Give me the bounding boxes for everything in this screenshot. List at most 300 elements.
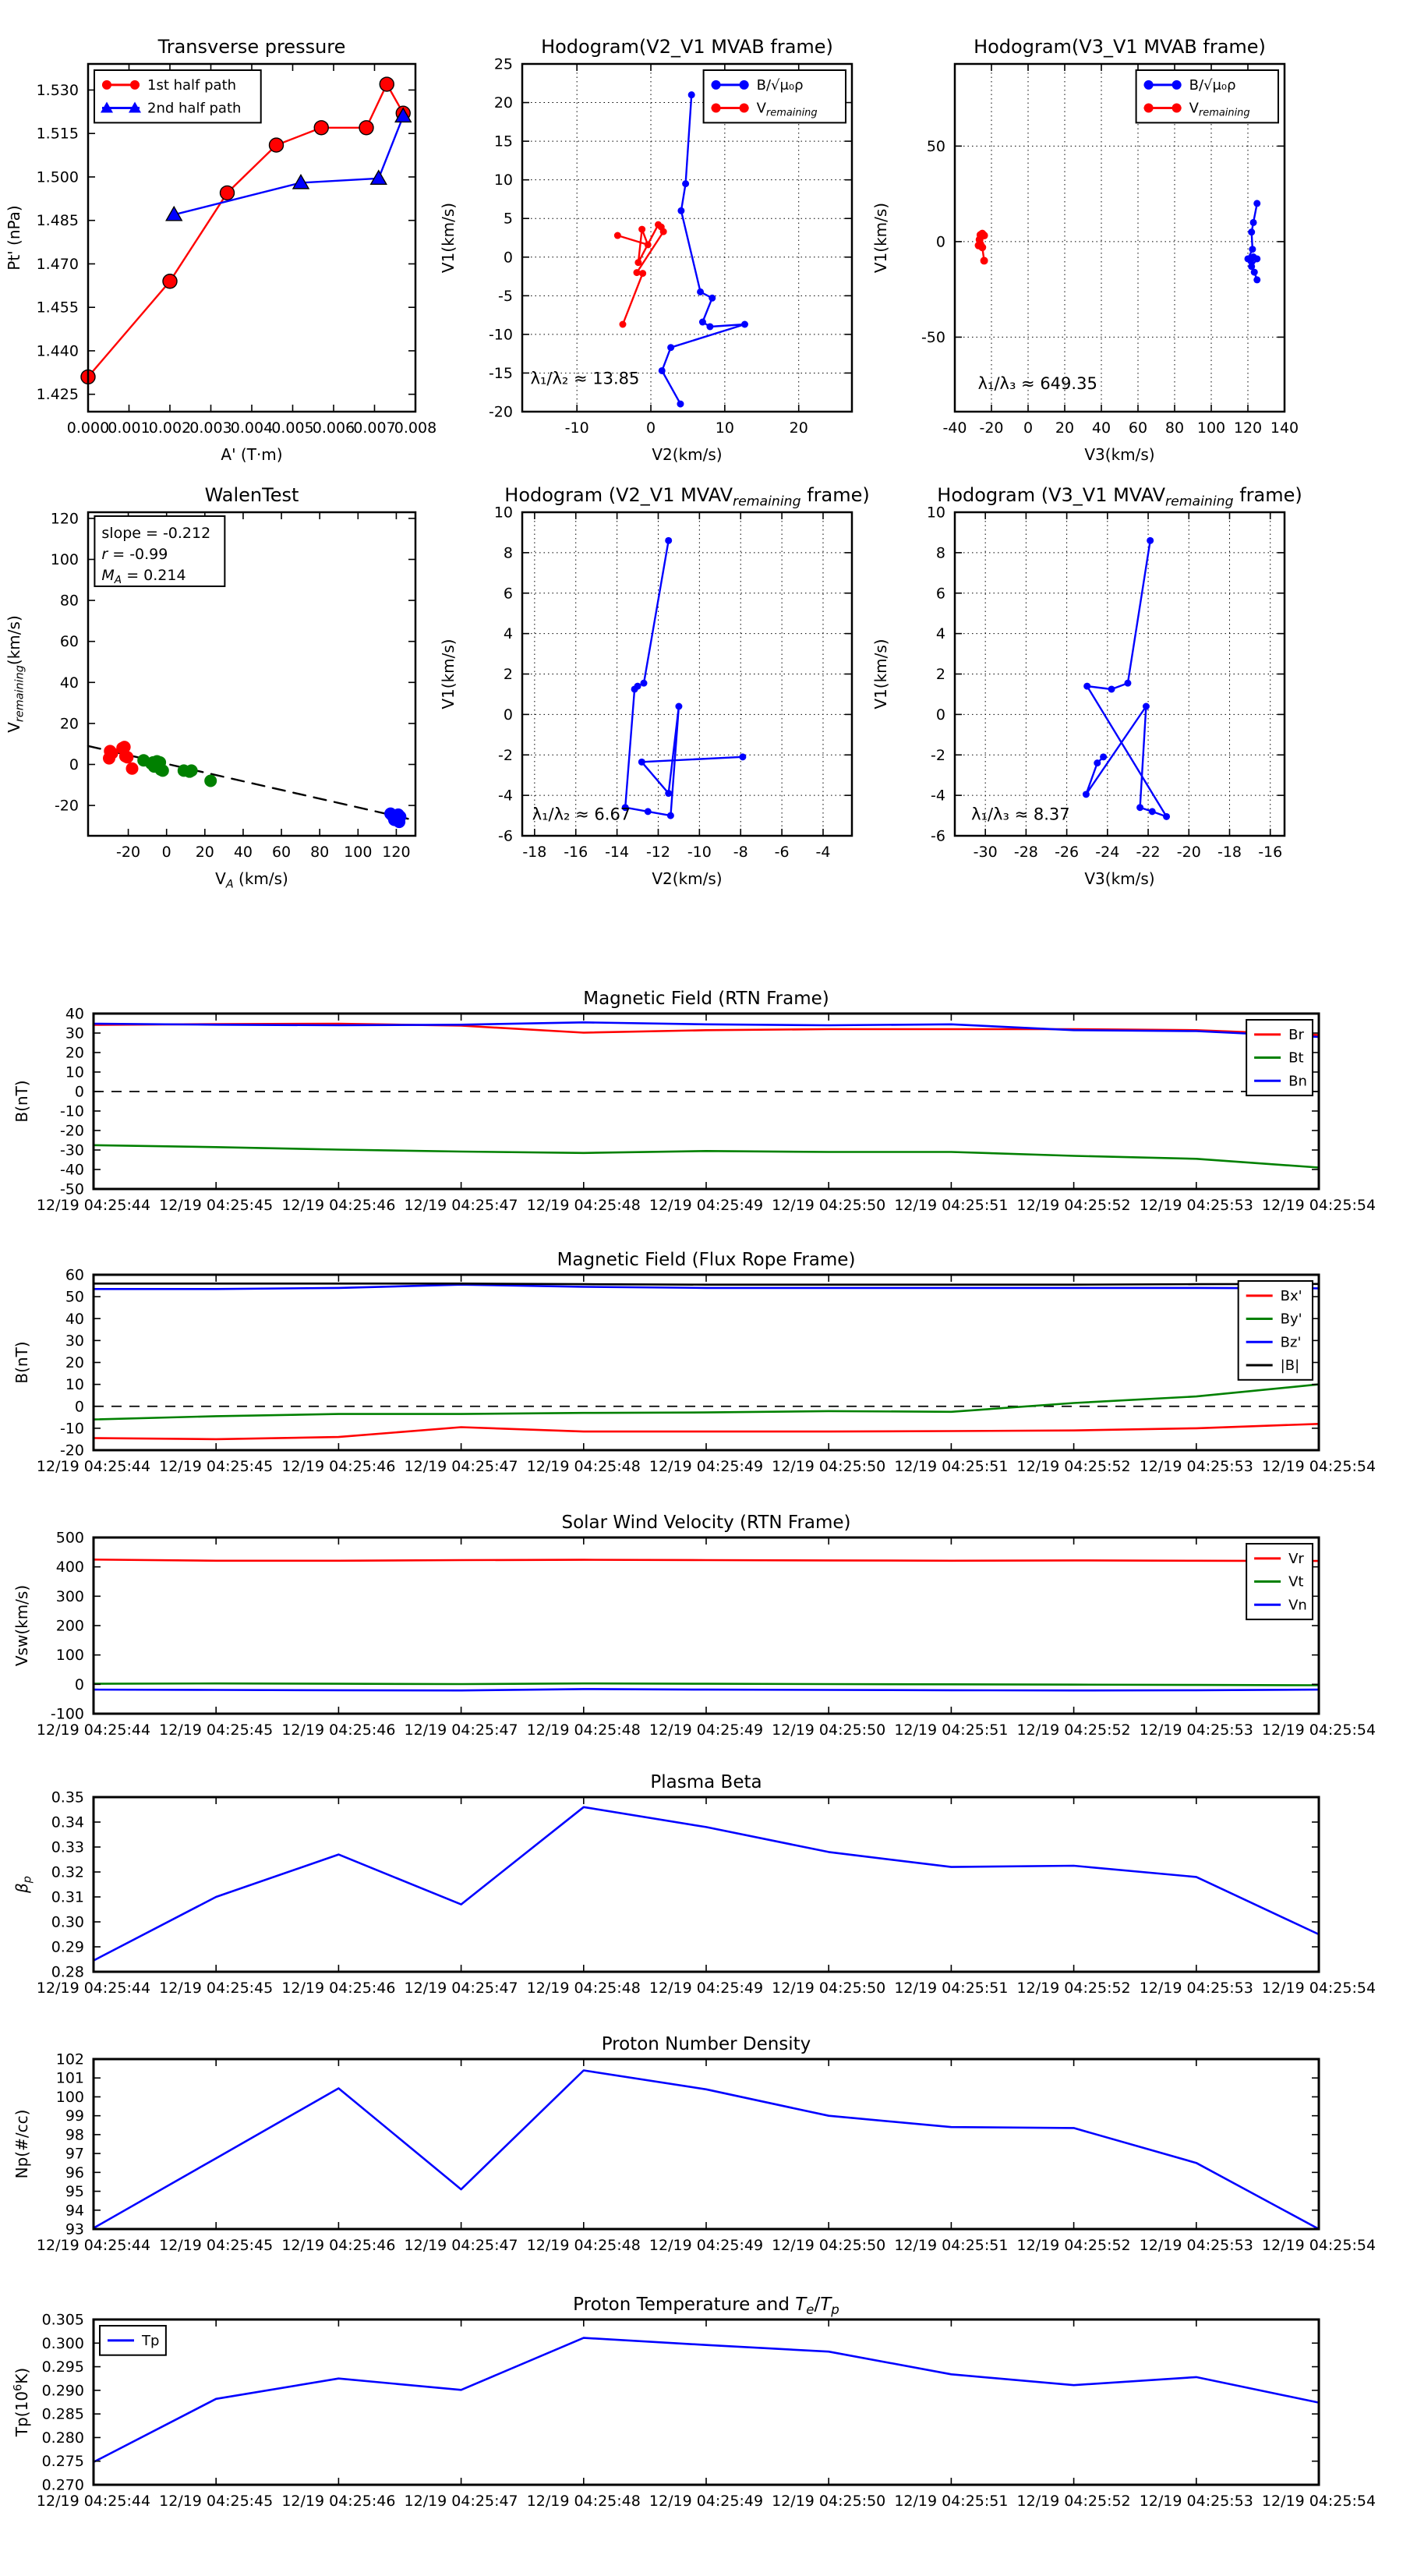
svg-text:12/19 04:25:54: 12/19 04:25:54 xyxy=(1261,2493,1376,2510)
svg-text:12/19 04:25:49: 12/19 04:25:49 xyxy=(648,2237,764,2254)
svg-text:Magnetic Field (RTN Frame): Magnetic Field (RTN Frame) xyxy=(583,989,829,1009)
svg-text:V1(km/s): V1(km/s) xyxy=(871,202,890,274)
svg-text:Bx': Bx' xyxy=(1280,1287,1302,1304)
svg-text:1.470: 1.470 xyxy=(36,255,79,273)
svg-text:80: 80 xyxy=(59,592,79,610)
svg-text:40: 40 xyxy=(1091,419,1111,437)
svg-text:Tp(106K): $Tp(10^6K)$ xyxy=(12,2367,31,2437)
svg-text:-15: -15 xyxy=(488,364,513,382)
transverse-pressure-legend xyxy=(94,70,261,122)
svg-text:12/19 04:25:44: 12/19 04:25:44 xyxy=(36,2493,151,2510)
svg-text:12/19 04:25:46: 12/19 04:25:46 xyxy=(281,1980,396,1997)
svg-text:10: 10 xyxy=(715,419,734,437)
svg-text:12/19 04:25:47: 12/19 04:25:47 xyxy=(404,1980,518,1997)
proton-temp-legend xyxy=(100,2326,166,2355)
svg-text:0.33: 0.33 xyxy=(51,1838,84,1856)
svg-text:12/19 04:25:50: 12/19 04:25:50 xyxy=(772,1721,886,1739)
svg-text:20: 20 xyxy=(59,715,79,733)
walen-test-stats-box xyxy=(94,516,224,586)
svg-text:-18: -18 xyxy=(522,844,547,861)
svg-text:-5: -5 xyxy=(498,287,513,305)
svg-text:12/19 04:25:44: 12/19 04:25:44 xyxy=(36,1721,151,1739)
svg-text:12/19 04:25:52: 12/19 04:25:52 xyxy=(1016,1721,1131,1739)
svg-text:40: 40 xyxy=(59,674,79,692)
svg-text:100: 100 xyxy=(55,2088,84,2106)
svg-text:0: 0 xyxy=(161,844,171,861)
svg-text:0.290: 0.290 xyxy=(41,2382,84,2400)
svg-text:12/19 04:25:53: 12/19 04:25:53 xyxy=(1139,2237,1253,2254)
svg-text:-16: -16 xyxy=(1258,844,1283,861)
svg-text:12/19 04:25:48: 12/19 04:25:48 xyxy=(526,1197,641,1214)
svg-text:12/19 04:25:48: 12/19 04:25:48 xyxy=(526,1980,641,1997)
svg-text:-14: -14 xyxy=(605,844,630,861)
svg-text:2nd half path: 2nd half path xyxy=(147,100,242,117)
svg-text:30: 30 xyxy=(65,1332,84,1350)
svg-text:12/19 04:25:54: 12/19 04:25:54 xyxy=(1261,1721,1376,1739)
svg-text:12/19 04:25:46: 12/19 04:25:46 xyxy=(281,2493,396,2510)
svg-text:60: 60 xyxy=(271,844,292,861)
svg-text:-10: -10 xyxy=(564,419,589,437)
svg-text:-50: -50 xyxy=(921,328,945,346)
svg-text:12/19 04:25:50: 12/19 04:25:50 xyxy=(772,1197,886,1214)
svg-text:102: 102 xyxy=(55,2051,84,2068)
svg-text:-20: -20 xyxy=(979,419,1004,437)
svg-text:Transverse pressure: Transverse pressure xyxy=(157,36,346,58)
svg-text:60: 60 xyxy=(59,633,79,651)
svg-text:Plasma Beta: Plasma Beta xyxy=(650,1772,762,1792)
hodogram-v3v1-mvav-series-v-hodogram xyxy=(1083,537,1170,820)
svg-text:20: 20 xyxy=(493,94,513,112)
svg-text:0.001: 0.001 xyxy=(108,419,150,437)
svg-text:0.31: 0.31 xyxy=(51,1888,84,1906)
svg-text:30: 30 xyxy=(65,1024,84,1042)
svg-text:-50: -50 xyxy=(59,1180,84,1198)
svg-text:0.32: 0.32 xyxy=(51,1863,84,1881)
svg-text:40: 40 xyxy=(233,844,253,861)
svg-text:12/19 04:25:51: 12/19 04:25:51 xyxy=(894,2237,1009,2254)
svg-text:0.285: 0.285 xyxy=(41,2405,84,2423)
svg-text:Hodogram (V3_V1 MVAVremaining: Hodogram (V3_V1 $MVAV_{remaining}$ frame) xyxy=(937,484,1302,510)
svg-text:λ₁/λ₂ ≈ 6.67: λ₁/λ₂ ≈ 6.67 xyxy=(532,805,631,824)
hodogram-v2v1-mvav-panel xyxy=(439,484,870,888)
svg-text:Proton Number Density: Proton Number Density xyxy=(601,2034,811,2054)
svg-text:-30: -30 xyxy=(973,844,998,861)
svg-text:-10: -10 xyxy=(59,1102,84,1120)
svg-text:12/19 04:25:51: 12/19 04:25:51 xyxy=(894,1458,1009,1475)
svg-text:94: 94 xyxy=(65,2202,84,2220)
svg-text:-6: -6 xyxy=(931,827,945,845)
svg-text:40: 40 xyxy=(65,1005,84,1023)
svg-text:100: 100 xyxy=(55,1647,84,1665)
svg-text:12/19 04:25:53: 12/19 04:25:53 xyxy=(1139,2493,1253,2510)
svg-text:97: 97 xyxy=(65,2145,84,2163)
svg-text:0.280: 0.280 xyxy=(41,2429,84,2447)
hodogram-v3v1-mvab-legend xyxy=(1136,70,1278,122)
svg-text:60: 60 xyxy=(65,1266,84,1284)
svg-text:12/19 04:25:44: 12/19 04:25:44 xyxy=(36,1980,151,1997)
svg-text:12/19 04:25:47: 12/19 04:25:47 xyxy=(404,1197,518,1214)
svg-text:V3(km/s): V3(km/s) xyxy=(1084,869,1155,888)
svg-text:10: 10 xyxy=(926,504,945,522)
svg-text:slope = -0.212: slope = -0.212 xyxy=(101,524,211,542)
svg-text:100: 100 xyxy=(344,844,373,861)
svg-text:0: 0 xyxy=(74,1675,84,1693)
svg-text:-24: -24 xyxy=(1095,844,1120,861)
svg-text:12/19 04:25:53: 12/19 04:25:53 xyxy=(1139,1980,1253,1997)
walen-test-series-first-points xyxy=(103,741,138,775)
svg-text:12/19 04:25:46: 12/19 04:25:46 xyxy=(281,1458,396,1475)
svg-text:-4: -4 xyxy=(931,787,945,805)
svg-text:12/19 04:25:50: 12/19 04:25:50 xyxy=(772,1458,886,1475)
svg-text:12/19 04:25:45: 12/19 04:25:45 xyxy=(159,1458,274,1475)
svg-text:-28: -28 xyxy=(1013,844,1038,861)
svg-text:0: 0 xyxy=(935,233,945,251)
svg-text:60: 60 xyxy=(1128,419,1148,437)
svg-text:400: 400 xyxy=(55,1559,84,1576)
svg-text:12/19 04:25:45: 12/19 04:25:45 xyxy=(159,2237,274,2254)
svg-text:96: 96 xyxy=(65,2164,84,2181)
svg-text:1.425: 1.425 xyxy=(36,386,79,404)
svg-text:Bt: Bt xyxy=(1288,1049,1304,1067)
svg-text:-40: -40 xyxy=(942,419,967,437)
svg-text:Proton Temperature and Te/Tp: Proton Temperature and $T_e/T_p$ xyxy=(573,2295,839,2318)
svg-text:-6: -6 xyxy=(774,844,790,861)
mag-fluxrope-series-bx- xyxy=(94,1424,1319,1439)
svg-text:1.530: 1.530 xyxy=(36,81,79,99)
svg-text:0.270: 0.270 xyxy=(41,2476,84,2494)
svg-text:-12: -12 xyxy=(645,844,671,861)
svg-text:-20: -20 xyxy=(488,403,513,421)
svg-text:12/19 04:25:46: 12/19 04:25:46 xyxy=(281,2237,396,2254)
svg-text:95: 95 xyxy=(65,2183,84,2201)
walen-test-panel xyxy=(5,484,415,890)
svg-text:100: 100 xyxy=(50,550,79,568)
hodogram-v2v1-mvav-series-v-hodogram xyxy=(622,537,747,819)
svg-text:12/19 04:25:49: 12/19 04:25:49 xyxy=(648,1980,764,1997)
svg-text:0.34: 0.34 xyxy=(51,1813,84,1831)
svg-text:20: 20 xyxy=(65,1044,84,1062)
mag-rtn-legend xyxy=(1246,1020,1313,1095)
plasma-beta-series-beta-p xyxy=(94,1807,1319,1961)
svg-text:12/19 04:25:45: 12/19 04:25:45 xyxy=(159,1721,274,1739)
svg-text:-10: -10 xyxy=(59,1420,84,1438)
svg-text:10: 10 xyxy=(65,1376,84,1394)
svg-text:20: 20 xyxy=(195,844,214,861)
hodogram-v2v1-mvab-panel xyxy=(439,36,852,464)
svg-text:Vn: Vn xyxy=(1288,1597,1307,1614)
walen-test-series-walen-fit xyxy=(88,746,415,821)
svg-text:12/19 04:25:53: 12/19 04:25:53 xyxy=(1139,1458,1253,1475)
svg-text:Hodogram(V3_V1 MVAB frame): Hodogram(V3_V1 MVAB frame) xyxy=(974,36,1266,58)
svg-text:B(nT): B(nT) xyxy=(12,1080,31,1123)
svg-text:-100: -100 xyxy=(50,1705,84,1723)
svg-text:12/19 04:25:52: 12/19 04:25:52 xyxy=(1016,1197,1131,1214)
svg-text:50: 50 xyxy=(926,137,945,155)
svg-text:-20: -20 xyxy=(54,797,79,815)
svg-text:-20: -20 xyxy=(59,1122,84,1140)
svg-text:WalenTest: WalenTest xyxy=(204,484,299,506)
svg-text:A' (T·m): A' (T·m) xyxy=(221,445,283,464)
vsw-rtn-series-vt xyxy=(94,1683,1319,1685)
svg-text:12/19 04:25:50: 12/19 04:25:50 xyxy=(772,1980,886,1997)
svg-text:12/19 04:25:47: 12/19 04:25:47 xyxy=(404,2493,518,2510)
svg-text:-10: -10 xyxy=(687,844,712,861)
svg-text:0.002: 0.002 xyxy=(148,419,192,437)
svg-text:12/19 04:25:50: 12/19 04:25:50 xyxy=(772,2237,886,2254)
svg-text:12/19 04:25:45: 12/19 04:25:45 xyxy=(159,1980,274,1997)
svg-text:120: 120 xyxy=(1233,419,1263,437)
svg-text:300: 300 xyxy=(55,1587,84,1605)
svg-text:λ₁/λ₃ ≈ 649.35: λ₁/λ₃ ≈ 649.35 xyxy=(977,374,1097,394)
svg-text:93: 93 xyxy=(65,2220,84,2238)
svg-text:25: 25 xyxy=(493,55,513,73)
svg-text:12/19 04:25:44: 12/19 04:25:44 xyxy=(36,2237,151,2254)
svg-text:-20: -20 xyxy=(1176,844,1201,861)
svg-text:10: 10 xyxy=(493,504,513,522)
svg-text:|B|: |B| xyxy=(1280,1357,1300,1374)
vsw-rtn-series-vn xyxy=(94,1689,1319,1690)
svg-text:VA (km/s): $V_A$ (km/s) xyxy=(215,869,288,891)
svg-text:12/19 04:25:54: 12/19 04:25:54 xyxy=(1261,1458,1376,1475)
svg-text:12/19 04:25:47: 12/19 04:25:47 xyxy=(404,2237,518,2254)
svg-text:50: 50 xyxy=(65,1288,84,1306)
svg-text:12/19 04:25:54: 12/19 04:25:54 xyxy=(1261,2237,1376,2254)
svg-text:1.485: 1.485 xyxy=(36,212,79,230)
svg-text:12/19 04:25:52: 12/19 04:25:52 xyxy=(1016,2493,1131,2510)
svg-text:V2(km/s): V2(km/s) xyxy=(652,445,723,464)
svg-text:Vr: Vr xyxy=(1288,1550,1304,1567)
svg-text:V2(km/s): V2(km/s) xyxy=(652,869,723,888)
svg-text:0.300: 0.300 xyxy=(41,2334,84,2352)
svg-text:0.35: 0.35 xyxy=(51,1789,84,1806)
svg-text:-20: -20 xyxy=(116,844,141,861)
svg-text:-2: -2 xyxy=(498,746,513,764)
svg-text:12/19 04:25:44: 12/19 04:25:44 xyxy=(36,1458,151,1475)
svg-text:λ₁/λ₃ ≈ 8.37: λ₁/λ₃ ≈ 8.37 xyxy=(971,805,1070,824)
mag-rtn-panel xyxy=(12,989,1376,1214)
svg-text:0: 0 xyxy=(645,419,656,437)
svg-text:V1(km/s): V1(km/s) xyxy=(439,202,458,274)
svg-text:By': By' xyxy=(1280,1311,1302,1328)
svg-text:6: 6 xyxy=(935,585,945,603)
svg-text:12/19 04:25:49: 12/19 04:25:49 xyxy=(648,2493,764,2510)
svg-text:120: 120 xyxy=(382,844,411,861)
svg-text:99: 99 xyxy=(65,2107,84,2125)
svg-text:-18: -18 xyxy=(1217,844,1242,861)
svg-text:12/19 04:25:51: 12/19 04:25:51 xyxy=(894,1721,1009,1739)
svg-text:B/√μ₀ρ: B/√μ₀ρ xyxy=(756,76,804,94)
svg-text:0.275: 0.275 xyxy=(41,2453,84,2471)
svg-text:V1(km/s): V1(km/s) xyxy=(871,639,890,709)
svg-text:12/19 04:25:49: 12/19 04:25:49 xyxy=(648,1197,764,1214)
svg-text:Vremaining: $V_{remaining}$ xyxy=(1189,100,1250,119)
svg-text:Bz': Bz' xyxy=(1280,1334,1302,1351)
svg-text:2: 2 xyxy=(503,666,513,683)
svg-text:-2: -2 xyxy=(931,746,945,764)
svg-text:-6: -6 xyxy=(498,827,513,845)
svg-text:λ₁/λ₂ ≈ 13.85: λ₁/λ₂ ≈ 13.85 xyxy=(530,369,640,388)
transverse-pressure-panel xyxy=(5,36,436,464)
hodogram-v2v1-mvab-series-b-over-sqrt-mu0-rho xyxy=(659,91,748,407)
svg-text:100: 100 xyxy=(1196,419,1226,437)
svg-text:0.000: 0.000 xyxy=(66,419,110,437)
proton-density-series-np xyxy=(94,2071,1319,2230)
svg-text:-4: -4 xyxy=(815,844,831,861)
svg-text:12/19 04:25:54: 12/19 04:25:54 xyxy=(1261,1980,1376,1997)
hodogram-v3v1-mvab-series-v-remaining xyxy=(975,230,988,265)
svg-text:Vsw(km/s): Vsw(km/s) xyxy=(12,1584,31,1667)
svg-text:Vremaining: $V_{remaining}$ xyxy=(756,100,818,119)
svg-text:0.003: 0.003 xyxy=(189,419,232,437)
svg-text:Solar Wind Velocity (RTN Frame: Solar Wind Velocity (RTN Frame) xyxy=(561,1513,851,1533)
svg-text:0.005: 0.005 xyxy=(271,419,314,437)
svg-text:2: 2 xyxy=(935,666,945,683)
mag-fluxrope-series-by- xyxy=(94,1385,1319,1420)
svg-text:B(nT): B(nT) xyxy=(12,1341,31,1384)
svg-text:0: 0 xyxy=(935,706,945,724)
hodogram-v2v1-mvab-series-v-remaining xyxy=(614,221,667,328)
svg-text:12/19 04:25:44: 12/19 04:25:44 xyxy=(36,1197,151,1214)
svg-text:4: 4 xyxy=(503,625,513,643)
transverse-pressure-series-2nd-half-path xyxy=(166,108,411,221)
svg-text:12/19 04:25:48: 12/19 04:25:48 xyxy=(526,2493,641,2510)
svg-text:Vt: Vt xyxy=(1288,1573,1304,1591)
svg-text:0.004: 0.004 xyxy=(230,419,274,437)
svg-text:15: 15 xyxy=(493,133,513,150)
svg-text:Magnetic Field (Flux Rope Fram: Magnetic Field (Flux Rope Frame) xyxy=(557,1250,856,1270)
svg-text:1.515: 1.515 xyxy=(36,125,79,143)
svg-text:-8: -8 xyxy=(733,844,748,861)
svg-text:200: 200 xyxy=(55,1617,84,1635)
svg-text:20: 20 xyxy=(1055,419,1075,437)
vsw-rtn-panel xyxy=(12,1513,1376,1739)
svg-text:12/19 04:25:51: 12/19 04:25:51 xyxy=(894,1197,1009,1214)
svg-text:Vremaining(km/s): $V_{remaining}(km/s)$ xyxy=(5,615,27,733)
proton-temp-series-tp xyxy=(94,2338,1319,2462)
svg-text:1.500: 1.500 xyxy=(36,168,79,186)
svg-text:5: 5 xyxy=(503,210,513,228)
svg-text:0.007: 0.007 xyxy=(353,419,396,437)
svg-text:12/19 04:25:46: 12/19 04:25:46 xyxy=(281,1197,396,1214)
svg-text:0: 0 xyxy=(503,249,513,267)
svg-text:12/19 04:25:52: 12/19 04:25:52 xyxy=(1016,1458,1131,1475)
walen-test-series-middle-points xyxy=(137,754,217,787)
svg-text:8: 8 xyxy=(503,544,513,562)
svg-text:0.305: 0.305 xyxy=(41,2311,84,2329)
svg-text:0: 0 xyxy=(69,755,79,773)
svg-text:r = -0.99: r = -0.99 xyxy=(101,545,168,563)
svg-text:Np(#/cc): Np(#/cc) xyxy=(12,2109,31,2179)
svg-text:1.440: 1.440 xyxy=(36,342,79,360)
svg-text:12/19 04:25:47: 12/19 04:25:47 xyxy=(404,1458,518,1475)
svg-text:0.295: 0.295 xyxy=(41,2358,84,2376)
svg-text:12/19 04:25:53: 12/19 04:25:53 xyxy=(1139,1197,1253,1214)
svg-text:V3(km/s): V3(km/s) xyxy=(1084,445,1155,464)
svg-text:12/19 04:25:49: 12/19 04:25:49 xyxy=(648,1721,764,1739)
svg-text:B/√μ₀ρ: B/√μ₀ρ xyxy=(1189,76,1236,94)
vsw-rtn-legend xyxy=(1246,1544,1313,1619)
svg-text:140: 140 xyxy=(1270,419,1299,437)
svg-text:12/19 04:25:50: 12/19 04:25:50 xyxy=(772,2493,886,2510)
svg-text:Hodogram(V2_V1 MVAB frame): Hodogram(V2_V1 MVAB frame) xyxy=(541,36,833,58)
mag-fluxrope-legend xyxy=(1239,1281,1313,1380)
svg-text:12/19 04:25:51: 12/19 04:25:51 xyxy=(894,1980,1009,1997)
svg-text:Pt' (nPa): Pt' (nPa) xyxy=(5,205,23,271)
svg-text:0.006: 0.006 xyxy=(312,419,355,437)
hodogram-v2v1-mvab-legend xyxy=(704,70,846,122)
svg-text:12/19 04:25:54: 12/19 04:25:54 xyxy=(1261,1197,1376,1214)
svg-text:1.455: 1.455 xyxy=(36,299,79,317)
svg-text:98: 98 xyxy=(65,2126,84,2144)
svg-text:12/19 04:25:52: 12/19 04:25:52 xyxy=(1016,2237,1131,2254)
svg-text:0.008: 0.008 xyxy=(394,419,437,437)
walen-test-series-last-points xyxy=(384,808,406,829)
svg-text:-30: -30 xyxy=(59,1141,84,1159)
mag-fluxrope-panel xyxy=(12,1250,1376,1475)
svg-text:V1(km/s): V1(km/s) xyxy=(439,639,458,709)
mag-fluxrope-series--b- xyxy=(94,1283,1319,1284)
proton-density-panel xyxy=(12,2034,1376,2254)
mag-rtn-series-bt xyxy=(94,1145,1319,1168)
svg-text:-16: -16 xyxy=(564,844,588,861)
svg-text:10: 10 xyxy=(65,1063,84,1081)
svg-text:1st half path: 1st half path xyxy=(147,76,237,94)
hodogram-v3v1-mvav-panel xyxy=(871,484,1302,888)
svg-text:Tp: Tp xyxy=(142,2332,160,2349)
svg-text:Hodogram (V2_V1 MVAVremaining: Hodogram (V2_V1 $MVAV_{remaining}$ frame) xyxy=(504,484,870,510)
svg-text:-10: -10 xyxy=(488,326,513,344)
svg-text:-26: -26 xyxy=(1055,844,1080,861)
svg-text:40: 40 xyxy=(65,1310,84,1328)
plasma-beta-panel xyxy=(12,1772,1376,1997)
svg-text:-40: -40 xyxy=(59,1161,84,1179)
svg-text:0.29: 0.29 xyxy=(51,1938,84,1956)
svg-text:12/19 04:25:47: 12/19 04:25:47 xyxy=(404,1721,518,1739)
svg-text:0.28: 0.28 xyxy=(51,1963,84,1981)
svg-text:0: 0 xyxy=(1023,419,1034,437)
svg-text:0: 0 xyxy=(503,706,513,724)
svg-text:12/19 04:25:48: 12/19 04:25:48 xyxy=(526,1458,641,1475)
svg-text:80: 80 xyxy=(1164,419,1185,437)
svg-text:120: 120 xyxy=(50,510,79,528)
svg-text:12/19 04:25:45: 12/19 04:25:45 xyxy=(159,1197,274,1214)
svg-text:12/19 04:25:48: 12/19 04:25:48 xyxy=(526,2237,641,2254)
svg-text:Bn: Bn xyxy=(1288,1073,1307,1090)
svg-text:10: 10 xyxy=(493,172,513,189)
svg-text:12/19 04:25:51: 12/19 04:25:51 xyxy=(894,2493,1009,2510)
svg-text:80: 80 xyxy=(310,844,330,861)
svg-text:6: 6 xyxy=(503,585,513,603)
proton-temp-panel xyxy=(12,2295,1376,2510)
svg-text:20: 20 xyxy=(65,1354,84,1371)
svg-text:12/19 04:25:45: 12/19 04:25:45 xyxy=(159,2493,274,2510)
svg-text:12/19 04:25:46: 12/19 04:25:46 xyxy=(281,1721,396,1739)
svg-text:0: 0 xyxy=(74,1083,84,1101)
svg-text:12/19 04:25:53: 12/19 04:25:53 xyxy=(1139,1721,1253,1739)
svg-text:-4: -4 xyxy=(498,787,513,805)
svg-text:8: 8 xyxy=(935,544,945,562)
svg-text:500: 500 xyxy=(55,1529,84,1547)
svg-text:-22: -22 xyxy=(1136,844,1161,861)
svg-text:0.30: 0.30 xyxy=(51,1913,84,1931)
svg-text:4: 4 xyxy=(935,625,945,643)
hodogram-v3v1-mvab-panel xyxy=(871,36,1299,464)
svg-text:12/19 04:25:52: 12/19 04:25:52 xyxy=(1016,1980,1131,1997)
svg-text:Br: Br xyxy=(1288,1026,1304,1043)
svg-text:βp: $\beta_p$ xyxy=(12,1876,34,1893)
svg-text:-20: -20 xyxy=(59,1442,84,1460)
svg-text:12/19 04:25:49: 12/19 04:25:49 xyxy=(648,1458,764,1475)
